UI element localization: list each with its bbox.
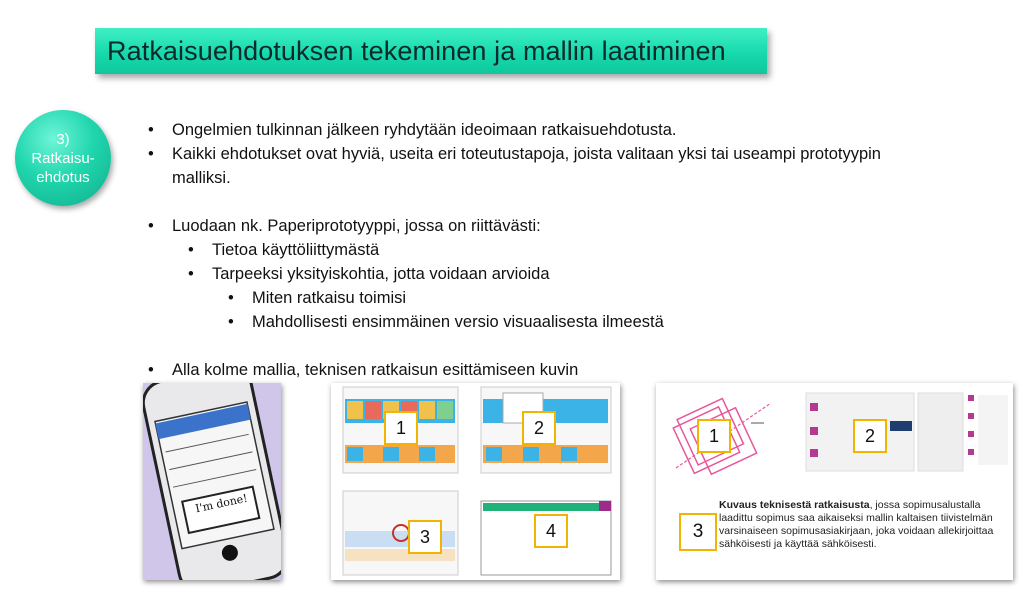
- paper-prototype-photo: [143, 383, 281, 580]
- step-label-line1: Ratkaisu-: [31, 149, 95, 167]
- slide-title: Ratkaisuehdotuksen tekeminen ja mallin laatiminen: [107, 35, 726, 66]
- slide-title-bar: [95, 28, 767, 74]
- step-badge: [15, 110, 111, 206]
- step-label-line2: ehdotus: [36, 168, 90, 186]
- bullet-item: • Alla kolme mallia, teknisen ratkaisun esittämiseen kuvin: [148, 358, 908, 382]
- technical-label-1: 1: [697, 419, 731, 453]
- bullet-item: • Tarpeeksi yksityiskohtia, jotta voidaan arvioida: [188, 262, 908, 286]
- bullet-item: • Mahdollisesti ensimmäinen versio visuaalisesta ilmeestä: [228, 310, 908, 334]
- technical-label-2: 2: [853, 419, 887, 453]
- wireframe-drawing: [331, 383, 620, 580]
- caption-bold: Kuvaus teknisestä ratkaisusta: [719, 499, 870, 511]
- wireframe-label-2: 2: [522, 411, 556, 445]
- wireframe-label-3: 3: [408, 520, 442, 554]
- caption-text: , jossa sopimusalustalla laadittu sopimus saa aikaiseksi mallin kaltaisen tiivistelmän varsinaiseen sopimusasiakirjaan, joka voidaan allekirjoittaa sähköisesti ja käyttää sähköisesti.: [719, 499, 994, 550]
- technical-label-3: 3: [679, 513, 717, 551]
- wireframe-mockups: [331, 383, 620, 580]
- handwritten-button-text: I'm done!: [194, 491, 249, 516]
- step-number: 3): [56, 130, 70, 148]
- bullet-list: [148, 118, 908, 382]
- technical-caption: [719, 499, 1004, 551]
- bullet-item: • Kaikki ehdotukset ovat hyviä, useita eri toteutustapoja, joista valitaan yksi tai useampi prototyypin malliksi.: [148, 142, 892, 190]
- paper-phone-drawing: [143, 383, 281, 580]
- bullet-item: • Miten ratkaisu toimisi: [228, 286, 908, 310]
- bullet-item: • Ongelmien tulkinnan jälkeen ryhdytään ideoimaan ratkaisuehdotusta.: [148, 118, 908, 142]
- bullet-item: • Luodaan nk. Paperiprototyyppi, jossa on riittävästi:: [148, 214, 908, 238]
- bullet-item: • Tietoa käyttöliittymästä: [188, 238, 908, 262]
- wireframe-label-4: 4: [534, 514, 568, 548]
- wireframe-label-1: 1: [384, 411, 418, 445]
